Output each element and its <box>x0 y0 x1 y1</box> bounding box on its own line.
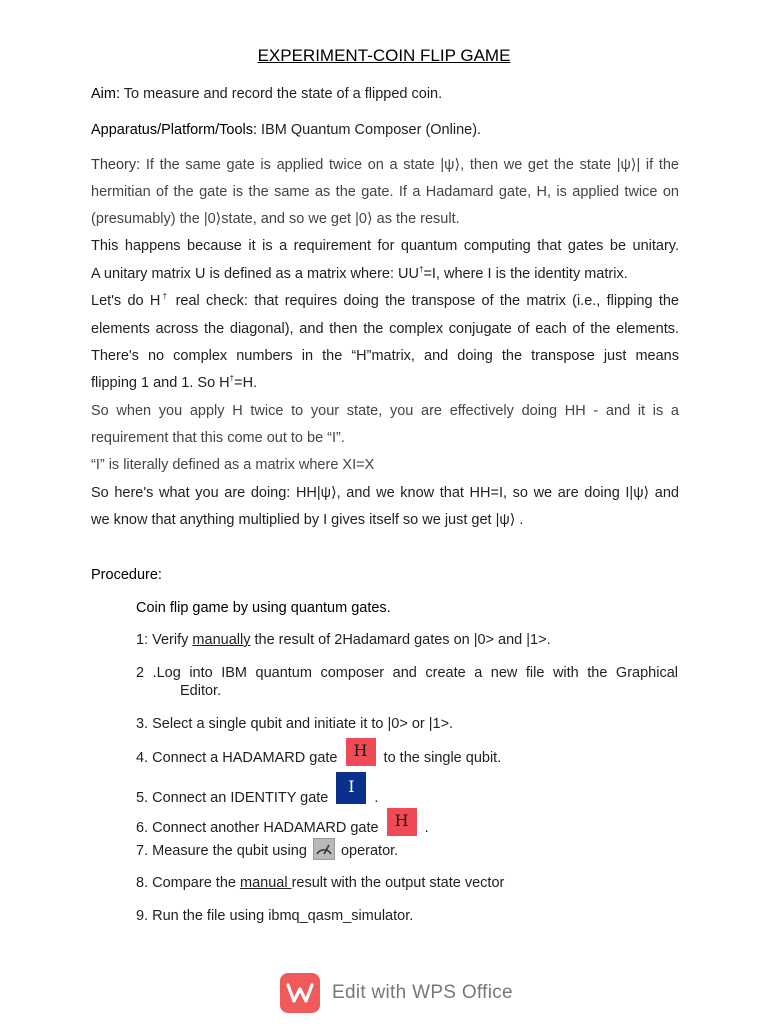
theory-label: Theory: <box>91 157 141 173</box>
step-8-text-a: 8. Compare the <box>136 875 240 891</box>
step-1-text-a: 1: Verify <box>136 632 193 648</box>
step-8-underlined: manual <box>239 875 292 891</box>
identity-gate-icon: I <box>336 772 366 804</box>
theory-line-7: elements across the diagonal), and then the complex conjugate of each of the elements. <box>91 321 679 337</box>
step-6-text-a: 6. Connect another HADAMARD gate <box>136 819 379 836</box>
theory-text-5b: =I, where I is the identity matrix. <box>423 266 628 282</box>
theory-line-13: So here's what you are doing: HH|ψ⟩, and we know that HH=I, so we are doing I|ψ⟩ and <box>91 485 679 501</box>
theory-text-1: If the same gate is applied twice on a state |ψ⟩, then we get the state |ψ⟩| if the <box>140 157 679 173</box>
dagger-superscript: † <box>229 374 235 384</box>
aim-label: Aim: <box>91 86 120 102</box>
theory-line-10: So when you apply H twice to your state, you are effectively doing HH - and it is a <box>91 403 679 419</box>
procedure-subtitle: Coin flip game by using quantum gates. <box>136 600 391 616</box>
theory-line-9 <box>91 373 679 393</box>
dagger-superscript: † <box>418 265 424 275</box>
step-4-text-b: to the single qubit. <box>383 749 502 766</box>
step-1-text-b: the result of 2Hadamard gates on |0> and |1>. <box>250 632 551 648</box>
step-6 <box>136 811 678 842</box>
hadamard-gate-icon: H <box>346 738 376 766</box>
procedure-label: Procedure: <box>91 567 162 583</box>
theory-line-4: This happens because it is a requirement for quantum computing that gates be unitary. <box>91 238 679 254</box>
step-7-text-b: operator. <box>340 842 399 859</box>
step-5-text-a: 5. Connect an IDENTITY gate <box>136 789 329 806</box>
step-8 <box>136 873 678 893</box>
step-9: 9. Run the file using ibmq_qasm_simulator. <box>136 908 414 924</box>
step-2-line-2: Editor. <box>180 683 222 699</box>
document-title: EXPERIMENT-COIN FLIP GAME <box>257 46 511 65</box>
wps-logo-icon <box>280 973 320 1013</box>
apparatus-label: Apparatus/Platform/Tools: <box>91 122 258 138</box>
apparatus-line <box>91 120 679 140</box>
aim-line <box>91 84 679 104</box>
measurement-gauge-icon <box>313 838 335 860</box>
step-5-text-b: . <box>374 789 379 806</box>
step-1-underlined: manually <box>192 632 251 648</box>
step-3: 3. Select a single qubit and initiate it to |0> or |1>. <box>136 716 454 732</box>
step-4 <box>136 741 678 772</box>
theory-line-3: (presumably) the |0⟩state, and so we get |0⟩ as the result. <box>91 211 460 227</box>
theory-line-14: we know that anything multiplied by I gives itself so we just get |ψ⟩ . <box>91 512 524 528</box>
dagger-superscript: † <box>160 292 170 302</box>
theory-line-1 <box>91 155 679 175</box>
theory-line-8: There's no complex numbers in the “H”matrix, and doing the transpose just means <box>91 348 679 364</box>
theory-text-6a: Let's do H <box>91 293 161 309</box>
wps-footer <box>280 971 513 1015</box>
hadamard-gate-icon: H <box>387 808 417 836</box>
step-1 <box>136 630 678 650</box>
theory-line-5 <box>91 264 679 284</box>
theory-text-9a: flipping 1 and 1. So H <box>91 375 230 391</box>
step-7-text-a: 7. Measure the qubit using <box>136 842 307 859</box>
apparatus-text: IBM Quantum Composer (Online). <box>257 122 482 138</box>
theory-text-5a: A unitary matrix U is defined as a matrix where: UU <box>91 266 419 282</box>
theory-text-9b: =H. <box>234 375 258 391</box>
theory-line-12: “I” is literally defined as a matrix where XI=X <box>91 457 375 473</box>
step-2-line-1: 2 .Log into IBM quantum composer and create a new file with the Graphical <box>136 665 678 681</box>
step-4-text-a: 4. Connect a HADAMARD gate <box>136 749 338 766</box>
theory-line-6 <box>91 291 679 311</box>
aim-text: To measure and record the state of a flipped coin. <box>120 86 443 102</box>
wps-footer-text: Edit with WPS Office <box>332 982 513 1003</box>
step-6-text-b: . <box>424 819 429 836</box>
step-8-text-b: result with the output state vector <box>291 875 505 891</box>
step-7 <box>136 840 678 862</box>
theory-text-6b: real check: that requires doing the transpose of the matrix (i.e., flipping the <box>169 293 679 309</box>
theory-line-11: requirement that this come out to be “I”. <box>91 430 345 446</box>
theory-line-2: hermitian of the gate is the same as the gate. If a Hadamard gate, H, is applied twice on <box>91 184 679 200</box>
